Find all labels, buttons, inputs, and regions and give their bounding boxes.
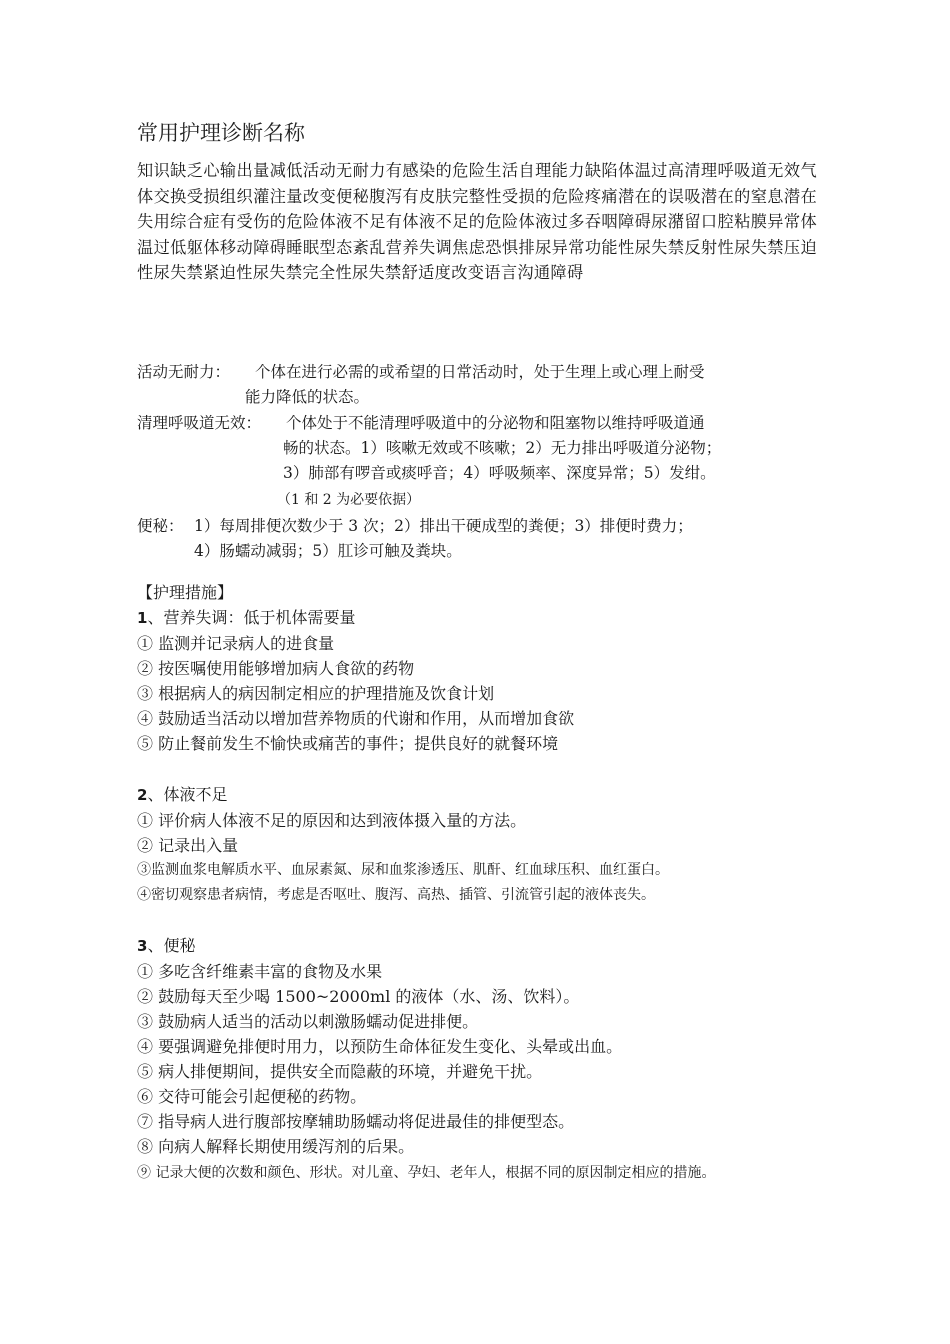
list-item: ③监测血浆电解质水平、血尿素氮、尿和血浆渗透压、肌酐、红血球压积、血红蛋白。 xyxy=(137,862,669,878)
list-item: ② 鼓励每天至少喝 1500~2000ml 的液体（水、汤、饮料）。 xyxy=(137,987,580,1006)
definition-term: 活动无耐力： xyxy=(137,363,231,381)
diagnosis-names-paragraph: 知识缺乏心输出量减低活动无耐力有感染的危险生活自理能力缺陷体温过高清理呼吸道无效气体交换受损组织灌注量改变便秘腹泻有皮肤完整性受损的危险疼痛潜在的误吸潜在的窒息潜在失用综合症有受伤的危险体液不足有体液不足的危险体液过多吞咽障碍尿潴留口腔粘膜异常体温过低躯体移动障碍睡眠型态紊乱营养失调焦虑恐惧排尿异常功能性尿失禁反射性尿失禁压迫性尿失禁紧迫性尿失禁完全性尿失禁舒适度改变语言沟通障碍 xyxy=(137,161,817,282)
section-heading: 1、营养失调：低于机体需要量 xyxy=(137,608,356,627)
list-item: ② 按医嘱使用能够增加病人食欲的药物 xyxy=(137,659,415,678)
list-item: ④ 要强调避免排便时用力，以预防生命体征发生变化、头晕或出血。 xyxy=(137,1037,623,1056)
list-item: ① 多吃含纤维素丰富的食物及水果 xyxy=(137,962,383,981)
definition-line: 4）肠蠕动减弱；5）肛诊可触及粪块。 xyxy=(194,542,462,560)
page-title: 常用护理诊断名称 xyxy=(137,121,305,145)
definition-note: （1 和 2 为必要依据） xyxy=(277,492,421,508)
section-constipation xyxy=(137,933,857,1182)
list-item: ⑥ 交待可能会引起便秘的药物。 xyxy=(137,1087,367,1106)
list-item: ② 记录出入量 xyxy=(137,836,239,855)
definition-line: 3）肺部有啰音或痰呼音；4）呼吸频率、深度异常；5）发绀。 xyxy=(283,464,716,482)
list-item: ④ 鼓励适当活动以增加营养物质的代谢和作用，从而增加食欲 xyxy=(137,709,575,728)
list-item: ⑤ 防止餐前发生不愉快或痛苦的事件；提供良好的就餐环境 xyxy=(137,734,559,753)
definition-line: 1）每周排便次数少于 3 次；2）排出干硬成型的粪便；3）排便时费力； xyxy=(194,517,693,535)
list-item: ⑨ 记录大便的次数和颜色、形状。对儿童、孕妇、老年人，根据不同的原因制定相应的措施。 xyxy=(137,1165,716,1181)
list-item: ⑧ 向病人解释长期使用缓泻剂的后果。 xyxy=(137,1137,415,1156)
definition-line: 能力降低的状态。 xyxy=(245,388,370,406)
definition-term: 便秘： xyxy=(137,517,184,535)
list-item: ① 监测并记录病人的进食量 xyxy=(137,634,335,653)
list-item: ③ 根据病人的病因制定相应的护理措施及饮食计划 xyxy=(137,684,495,703)
definition-constipation xyxy=(137,514,857,564)
section-heading: 2、体液不足 xyxy=(137,785,228,804)
definition-line: 个体处于不能清理呼吸道中的分泌物和阻塞物以维持呼吸道通 xyxy=(286,414,705,432)
nursing-measures-section xyxy=(137,580,857,756)
list-item: ③ 鼓励病人适当的活动以刺激肠蠕动促进排便。 xyxy=(137,1012,479,1031)
measures-heading: 【护理措施】 xyxy=(137,583,234,602)
definition-airway-clearance xyxy=(137,411,857,514)
definition-line: 畅的状态。1）咳嗽无效或不咳嗽；2）无力排出呼吸道分泌物； xyxy=(283,439,722,457)
list-item: ⑦ 指导病人进行腹部按摩辅助肠蠕动将促进最佳的排便型态。 xyxy=(137,1112,575,1131)
definitions xyxy=(137,360,857,564)
definition-term: 清理呼吸道无效： xyxy=(137,414,262,432)
definition-line: 个体在进行必需的或希望的日常活动时，处于生理上或心理上耐受 xyxy=(255,363,705,381)
list-item: ⑤ 病人排便期间，提供安全而隐蔽的环境，并避免干扰。 xyxy=(137,1062,543,1081)
definition-activity-intolerance xyxy=(137,360,857,410)
section-heading: 3、便秘 xyxy=(137,936,196,955)
section-fluid-deficit xyxy=(137,782,857,908)
list-item: ④密切观察患者病情，考虑是否呕吐、腹泻、高热、插管、引流管引起的液体丧失。 xyxy=(137,887,655,903)
list-item: ① 评价病人体液不足的原因和达到液体摄入量的方法。 xyxy=(137,811,527,830)
